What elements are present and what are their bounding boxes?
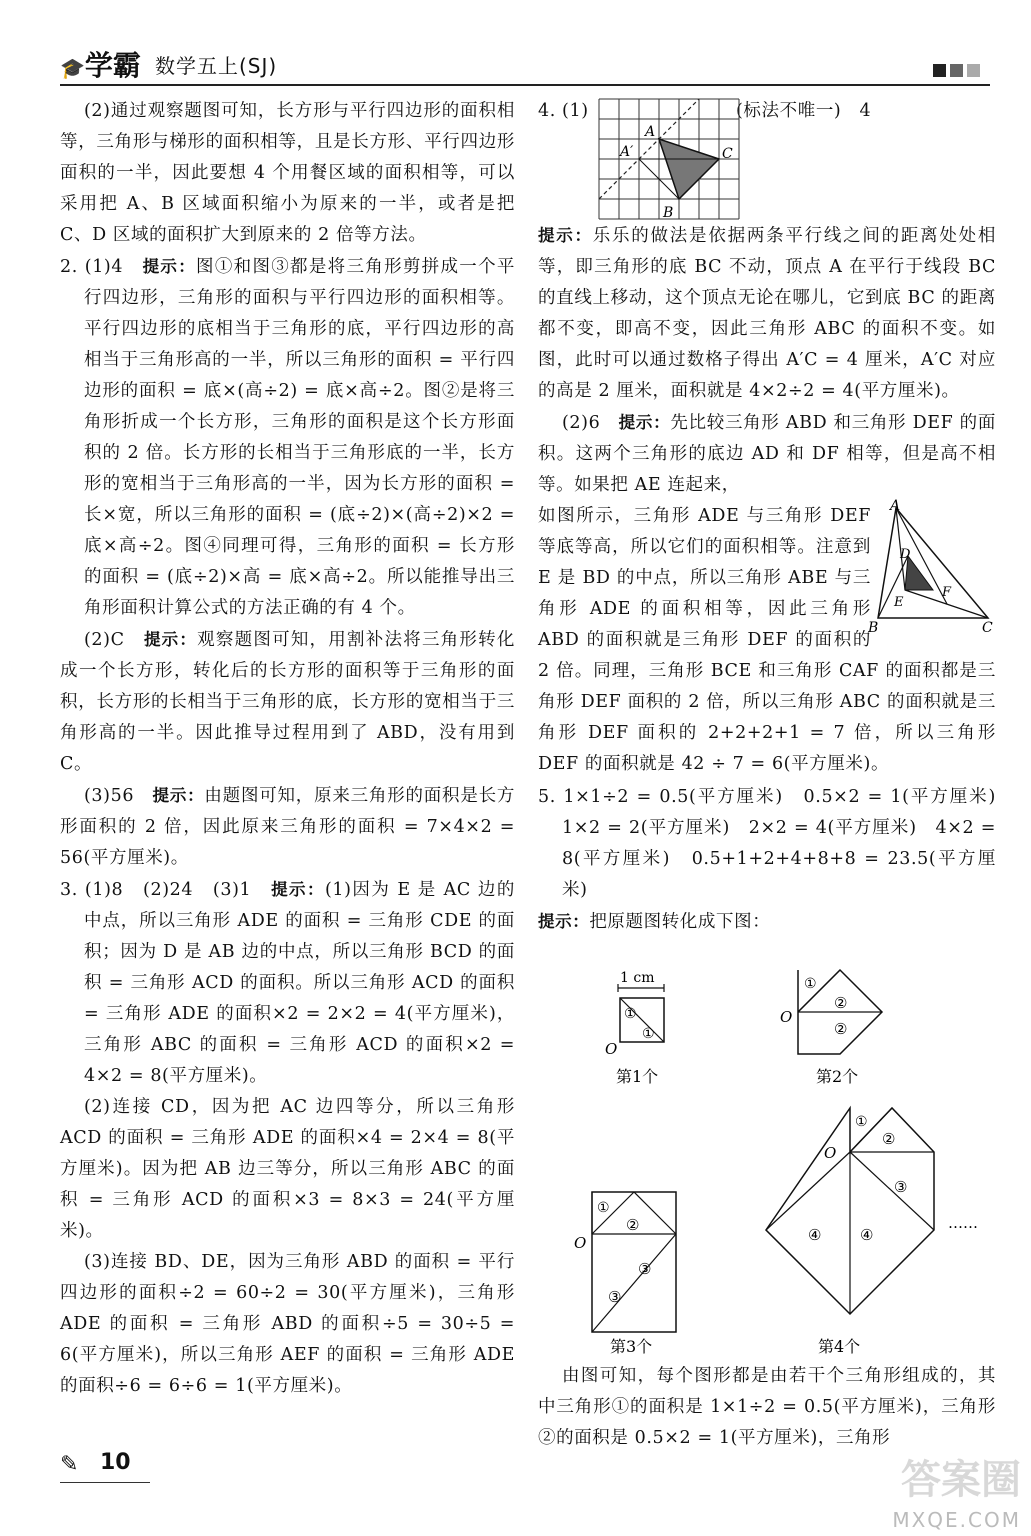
label-e: E	[894, 595, 904, 610]
circled-four: ④	[860, 1226, 874, 1244]
header-decoration	[933, 64, 980, 77]
q4-2-tip-b: 如图所示，三角形 ADE 与三角形 DEF 等底等高，所以它们的面积相等。注意到 E 是 BD 的中点，所以三角形 ABE 与三角形 ADE 的面积相等，因此三角形 ABD 的面积就是三角形 DEF 的面积的 2 倍。同理，三角形 BCE 和三角形 CAF 的面积都是三角形 DEF 面积的 2 倍，所以三角形 ABC 的面积就是三角形 DEF 面积的 2+2+2+1 = 7 倍，所以三角形 DEF 的面积就是 42 ÷ 7 = 6(平方厘米)。	[538, 506, 996, 774]
label-b: B	[663, 205, 674, 221]
shape-3-diag	[592, 1234, 676, 1332]
circled-one: ①	[804, 976, 817, 992]
q2-1-head: 2. (1)4	[60, 257, 143, 277]
q2-1-tip: 图①和图③都是将三角形剪拼成一个平行四边形，三角形的面积与平行四边形的面积相等。平行四边形的底相当于三角形的底，平行四边形的高相当于三角形高的一半，所以三角形的面积 = 平行四边形的面积 = 底×(高÷2) = 底×高÷2。图②是将三角形折成一个长方形，三角形的面积是这个长方形面积的 2 倍。长方形的长相当于三角形底的一半，长方形的宽相当于三角形高的一半，因为长方形的面积 = 长×宽，所以三角形的面积 = (底÷2)×(高÷2)×2 = 底×高÷2。图④同理可得，三角形的面积 = 长方形的面积 = (底÷2)×高 = 底×高÷2。所以能推导出三角形面积计算公式的方法正确的有 4 个。	[84, 257, 516, 618]
circled-one: ①	[642, 1026, 655, 1042]
q2-3-tip: 由题图可知，原来三角形的面积是长方形面积的 2 倍，因此原来三角形的面积 = 7×4×2 = 56(平方厘米)。	[60, 786, 515, 868]
shape-4-left	[766, 1152, 850, 1230]
tip-label: 提示：	[271, 880, 325, 899]
origin-label: O	[824, 1144, 837, 1162]
logo-text: 学霸	[84, 49, 141, 82]
tip-label: 提示：	[143, 630, 198, 649]
q4-1-head: 4. (1)	[538, 101, 589, 121]
label-f: F	[942, 585, 952, 600]
q4-2-tip-a	[538, 407, 996, 501]
ellipsis: ……	[948, 1214, 978, 1232]
q2-3-answer	[60, 780, 515, 874]
q5-answer: 5. 1×1÷2 = 0.5(平方厘米) 0.5×2 = 1(平方厘米) 1×2 = 2(平方厘米) 2×2 = 4(平方厘米) 4×2 = 8(平方厘米) 0.5+1+2+4+8+8 = 23.5(平方厘米)	[538, 787, 1015, 900]
page-header	[60, 40, 990, 86]
footer-rule	[60, 1482, 150, 1483]
logo	[60, 44, 141, 84]
square-dark	[933, 64, 946, 77]
q4-1-note: (标法不唯一) 4	[736, 101, 872, 121]
q5-tip-text: 把原题图转化成下图：	[589, 912, 771, 932]
tip-label: 提示：	[142, 257, 197, 276]
q2-2-tip: 观察题图可知，用割补法将三角形转化成一个长方形，转化后的长方形的面积等于三角形的面积，长方形的长相当于三角形的底，长方形的宽相当于三角形高的一半。因此推导过程用到了 ABD，没有用到 C。	[60, 630, 515, 774]
grid-triangle-figure	[598, 98, 740, 222]
circled-one: ①	[624, 1006, 637, 1022]
triangle-def-figure	[868, 498, 996, 636]
pencil-icon: ✎	[60, 1452, 79, 1477]
q2-3-head: (3)56	[84, 786, 153, 806]
shape-4-line-c	[850, 1152, 934, 1230]
caption-fig1: 第1个	[616, 1067, 659, 1086]
q3-2-tip: (2)连接 CD，因为把 AC 边四等分，所以三角形 ACD 的面积 = 三角形 ADE 的面积×4 = 2×4 = 8(平方厘米)。因为把 AB 边三等分，所以三角形 ABC 的面积 = 三角形 ACD 的面积×3 = 8×3 = 24(平方厘米)。	[60, 1097, 515, 1241]
square-light	[967, 64, 980, 77]
tip-label: 提示：	[618, 413, 671, 432]
caption-fig2: 第2个	[816, 1067, 859, 1086]
origin-label: O	[574, 1234, 587, 1252]
label-b: B	[868, 620, 879, 636]
circled-two: ②	[834, 1020, 848, 1038]
label-a: A	[890, 498, 901, 514]
label-d: D	[900, 547, 911, 562]
shaded-triangle-abc	[659, 139, 719, 199]
q4-2-head: (2)6	[562, 413, 619, 433]
circled-three: ③	[894, 1178, 908, 1196]
circled-one: ①	[855, 1114, 868, 1130]
shape-1	[605, 970, 664, 1086]
circled-three: ③	[638, 1260, 652, 1278]
mortarboard-icon: 🎓	[60, 56, 85, 80]
circled-one: ①	[597, 1200, 610, 1216]
caption-fig3: 第3个	[610, 1337, 653, 1356]
square-mid	[950, 64, 963, 77]
watermark: MXQE.COM	[892, 1508, 1021, 1532]
q3-1-tip: (1)因为 E 是 AC 边的中点，所以三角形 ADE 的面积 = 三角形 CDE 的面积；因为 D 是 AB 边的中点，所以三角形 BCD 的面积 = 三角形 ACD 的面积。所以三角形 ACD 的面积 = 三角形 ADE 的面积×2 = 2×2 = 4(平方厘米)，三角形 ABC 的面积 = 三角形 ACD 的面积×2 = 4×2 = 8(平方厘米)。	[84, 880, 515, 1086]
label-a-prime: A′	[620, 144, 634, 160]
q4-2-tip-a-text: 先比较三角形 ABD 和三角形 DEF 的面积。这两个三角形的底边 AD 和 DF 相等，但是高不相等。如果把 AE 连起来，	[538, 413, 996, 495]
circled-two: ②	[834, 994, 848, 1012]
q4-1-tip-text: 乐乐的做法是依据两条平行线之间的距离处处相等，即三角形的底 BC 不动，顶点 A 在平行于线段 BC 的直线上移动，这个顶点无论在哪儿，它到底 BC 的距离都不变，即高不变，因此三角形 ABC 的面积不变。如图，此时可以通过数格子得出 A′C = 4 厘米，A′C 对应的高是 2 厘米，面积就是 4×2÷2 = 4(平方厘米)。	[538, 226, 996, 401]
label-c: C	[722, 146, 733, 162]
circled-two: ②	[882, 1130, 896, 1148]
q5-conclusion: 由图可知，每个图形都是由若干个三角形组成的，其中三角形①的面积是 1×1÷2 = 0.5(平方厘米)，三角形②的面积是 0.5×2 = 1(平方厘米)，三角形	[538, 1366, 996, 1448]
label-a: A	[645, 124, 656, 140]
circled-three: ③	[608, 1288, 622, 1306]
q3-3-tip: (3)连接 BD、DE，因为三角形 ABD 的面积 = 平行四边形的面积÷2 = 60÷2 = 30(平方厘米)，三角形 ADE 的面积 = 三角形 ABD 的面积÷5 = 30÷5 = 6(平方厘米)，所以三角形 AEF 的面积 = 三角形 ADE 的面积÷6 = 6÷6 = 1(平方厘米)。	[60, 1252, 515, 1396]
unit-label: 1 cm	[620, 970, 655, 986]
shape-3-top-diag	[634, 1192, 676, 1234]
label-c: C	[982, 620, 993, 636]
tip-label: 提示：	[538, 226, 593, 245]
page-number: 10	[100, 1450, 131, 1475]
shape-2	[780, 970, 882, 1086]
left-column	[60, 96, 515, 1402]
q4-1-tip	[538, 220, 996, 407]
q2-2-head: (2)C	[84, 630, 144, 650]
book-title: 数学五上(SJ)	[155, 54, 278, 78]
q1-2-answer: (2)通过观察题图可知，长方形与平行四边形的面积相等，三角形与梯形的面积相等，且是长方形、平行四边形面积的一半，因此要想 4 个用餐区域的面积相等，可以采用把 A、B 区域面积缩小为原来的一半，或者是把 C、D 区域的面积扩大到原来的 2 倍等方法。	[60, 101, 515, 245]
sequence-figure	[568, 962, 996, 1362]
q5-tip	[538, 906, 996, 938]
tip-label: 提示：	[152, 786, 205, 805]
q3-answer	[60, 874, 515, 1092]
circled-four: ④	[808, 1226, 822, 1244]
page-footer	[60, 1446, 150, 1486]
watermark-mark: 答案圈	[901, 1457, 1021, 1503]
shape-4	[766, 1108, 978, 1356]
tip-label: 提示：	[538, 912, 590, 931]
origin-label: O	[605, 1040, 618, 1058]
caption-fig4: 第4个	[818, 1337, 861, 1356]
circled-two: ②	[626, 1216, 640, 1234]
q2-1-answer	[60, 251, 515, 624]
shape-3	[574, 1192, 676, 1356]
q2-2-answer	[60, 624, 515, 780]
origin-label: O	[780, 1008, 793, 1026]
q3-head: 3. (1)8 (2)24 (3)1	[60, 880, 272, 900]
